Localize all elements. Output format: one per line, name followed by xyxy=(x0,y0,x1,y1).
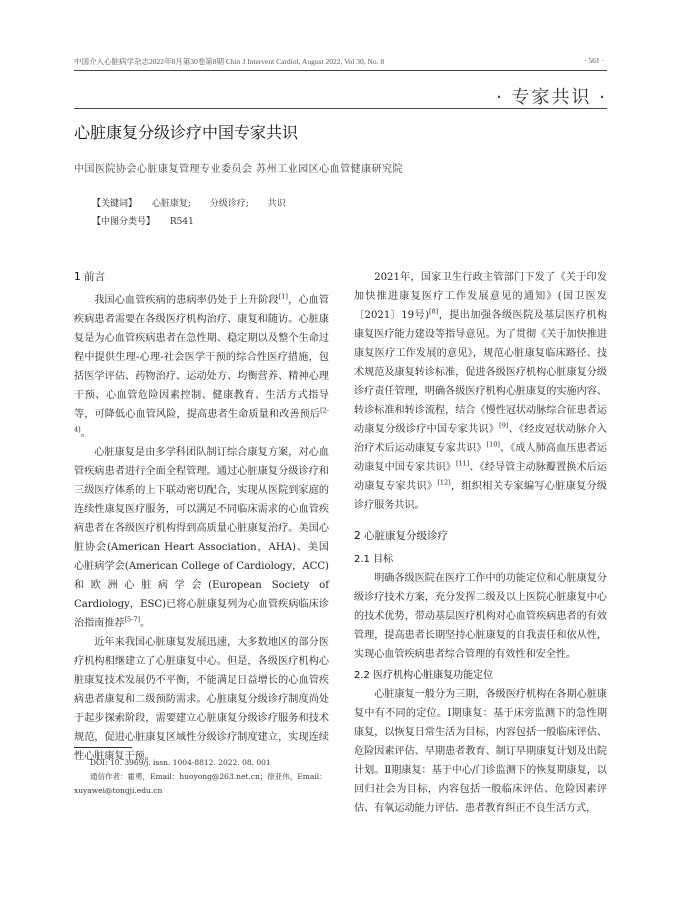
article-title: 心脏康复分级诊疗中国专家共识 xyxy=(74,123,299,142)
section-heading-tiered-care: 2 心脏康复分级诊疗 xyxy=(354,530,449,542)
paragraph: 心脏康复是由多学科团队制订综合康复方案，对心血管疾病患者进行全面全程管理。通过心脏康复分级诊疗和三级医疗体系的上下联动密切配合，实现从医院到家庭的连续性康复医疗服务，可以满足不同临床需求的心血管疾病患者在各级医疗机构得到高质量心脏康复治疗。美国心脏协会(American Heart Association，AHA)、美国心脏病学会(American College of Cardiology，ACC)和欧洲心脏病学会(European Society of Cardiology，ESC)已将心脏康复列为心血管疾病临床诊治指南推荐[5-7]。 xyxy=(74,447,329,629)
footnote-rule xyxy=(74,747,132,748)
right-column xyxy=(354,268,607,818)
citation: [9] xyxy=(499,421,509,430)
citation: [1] xyxy=(278,292,288,301)
citation: [5-7] xyxy=(124,615,141,624)
paragraph: 心脏康复一般分为三期，各级医疗机构在各期心脏康复中有不同的定位。Ⅰ期康复：基于床旁监测下的急性期康复，以恢复日常生活为目标，内容包括一般临床评估、危险因素评估、早期患者教育、制订早期康复计划及出院计划。Ⅱ期康复：基于中心/门诊监测下的恢复期康复，以回归社会为目标，内容包括一般临床评估、危险因素评估、有氧运动能力评估、患者教育纠正不良生活方式， xyxy=(354,689,607,814)
subsection-heading-roles: 2.2 医疗机构心脏康复功能定位 xyxy=(354,670,494,681)
paragraph: 2021年，国家卫生行政主管部门下发了《关于印发加快推进康复医疗工作发展意见的通知》(国卫医发〔2021〕19号)[8]，提出加强各级医院及基层医疗机构康复医疗能力建设等指导意见。为了贯彻《关于加快推进康复医疗工作发展的意见》，规范心脏康复临床路径、技术规范及康复转诊标准，促进各级医疗机构心脏康复分级诊疗责任管理，明确各级医疗机构心脏康复的实施内容、转诊标准和转诊流程，结合《慢性冠状动脉综合征患者运动康复分级诊疗中国专家共识》[9]、《经皮冠状动脉介入治疗术后运动康复专家共识》[10]、《成人肺高血压患者运动康复中国专家共识》[11]、《经导管主动脉瓣置换术后运动康复专家共识》[12]，组织相关专家编写心脏康复分级诊疗服务共识。 xyxy=(354,272,608,511)
keyword: 共识 xyxy=(267,199,286,209)
section-tag: · 专家共识 · xyxy=(496,87,607,108)
paragraph: 明确各级医院在医疗工作中的功能定位和心脏康复分级诊疗技术方案，充分发挥二级及以上医院心脏康复中心的技术优势，带动基层医疗机构对心血管疾病患者的有效管理，提高患者长期坚持心脏康复的自我责任和依从性，实现心血管疾病患者综合管理的有效性和安全性。 xyxy=(354,573,607,660)
citation: [2-4] xyxy=(74,406,329,434)
running-header xyxy=(74,56,604,67)
footnote xyxy=(74,756,329,798)
doi: DOI: 10. 3969/j. issn. 1004-8812. 2022. 08. 001 xyxy=(90,758,271,767)
left-column xyxy=(74,268,329,766)
journal-info: 中国介入心脏病学杂志2022年8月第30卷第8期 Chin J Intervent Cardiol, August 2022, Vol 30, No. 8 xyxy=(74,57,385,66)
citation: [11] xyxy=(455,459,470,468)
classification-label: 【中图分类号】 xyxy=(92,217,156,227)
citation: [8] xyxy=(429,307,439,316)
authors: 中国医院协会心脏康复管理专业委员会 苏州工业园区心血管健康研究院 xyxy=(74,164,404,175)
paragraph: 我国心血管疾病的患病率仍处于上升阶段[1]，心血管疾病患者需要在各级医疗机构治疗、康复和随访。心脏康复是为心血管疾病患者在急性期、稳定期以及整个生命过程中提供生理-心理-社会医学干预的综合性医疗措施，包括医学评估、药物治疗、运动处方、均衡营养、精神心理干预、心血管危险因素控制、健康教育、生活方式指导等，可降低心血管风险，提高患者生命质量和改善预后[2-4]。 xyxy=(74,292,330,439)
citation: [10] xyxy=(486,440,500,449)
keyword: 分级诊疗; xyxy=(209,199,249,209)
classification-code: R541 xyxy=(169,217,194,227)
subsection-heading-goal: 2.1 目标 xyxy=(354,554,394,565)
corresponding-author: 通信作者：霍勇，Email：huoyong@263.net.cn；徐亚伟，Email：xuyawei@tongji.edu.cn xyxy=(74,772,327,795)
title-rule xyxy=(74,108,607,109)
citation: [12] xyxy=(437,478,451,487)
classification xyxy=(92,214,210,227)
header-rule xyxy=(74,70,607,71)
section-heading-introduction: 1 前言 xyxy=(74,271,106,283)
keyword: 心脏康复; xyxy=(151,199,191,209)
keywords xyxy=(92,196,302,209)
keywords-label: 【关键词】 xyxy=(92,199,138,209)
paragraph: 近年来我国心脏康复发展迅速，大多数地区的部分医疗机构相继建立了心脏康复中心。但是，各级医疗机构心脏康复技术发展仍不平衡，不能满足日益增长的心血管疾病患者康复和二级预防需求。心脏康复分级诊疗制度尚处于起步探索阶段，需要建立心脏康复分级诊疗服务和技术规范，促进心脏康复区域性分级诊疗制度建立，实现连续性心脏康复干预。 xyxy=(74,637,329,762)
page-number: · 561 · xyxy=(584,56,604,65)
